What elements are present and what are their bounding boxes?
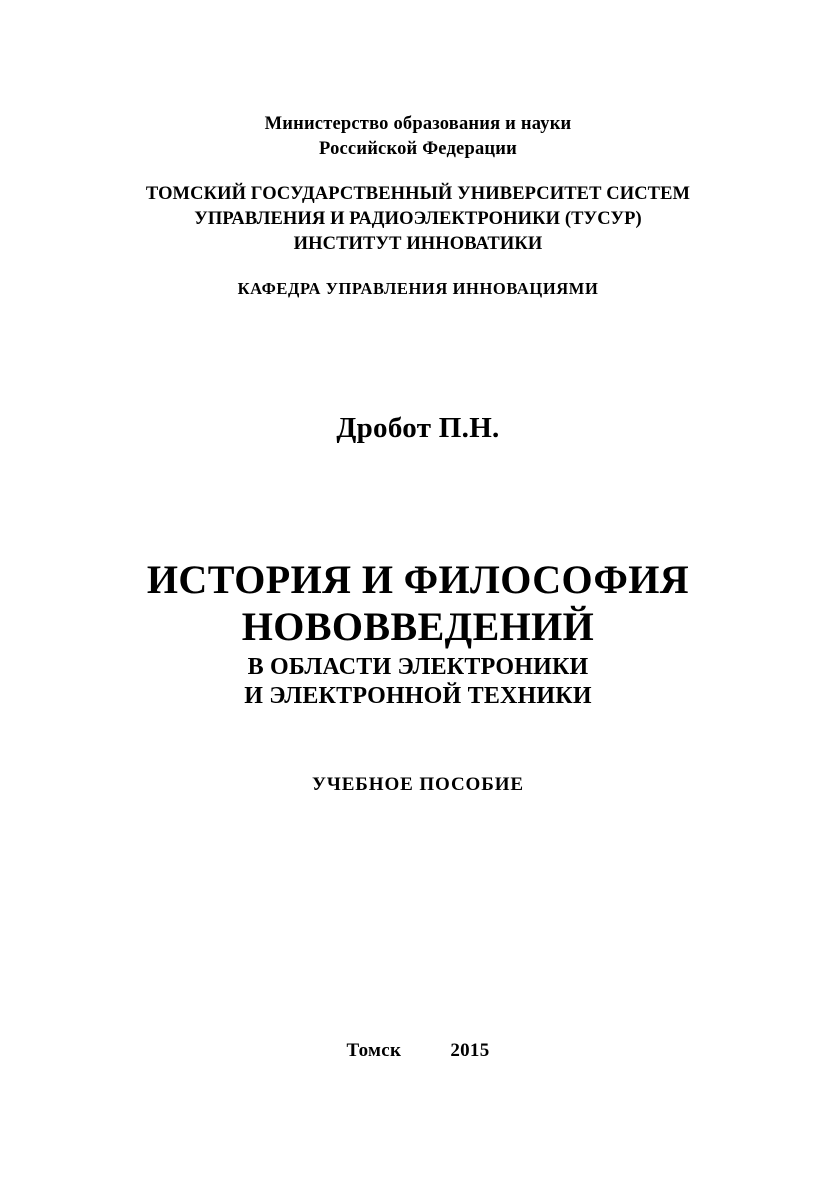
ministry-line-1: Министерство образования и науки bbox=[264, 114, 572, 134]
book-subtitle-line-1: В ОБЛАСТИ ЭЛЕКТРОНИКИ bbox=[247, 654, 589, 680]
imprint-city: Томск bbox=[346, 1040, 402, 1061]
book-title-line-2: НОВОВВЕДЕНИЙ bbox=[241, 604, 595, 649]
book-title-line-1: ИСТОРИЯ И ФИЛОСОФИЯ bbox=[146, 557, 690, 602]
book-subtitle bbox=[0, 653, 836, 711]
book-subtitle-line-2: И ЭЛЕКТРОННОЙ ТЕХНИКИ bbox=[244, 683, 592, 709]
university-line-1: ТОМСКИЙ ГОСУДАРСТВЕННЫЙ УНИВЕРСИТЕТ СИСТЕМ bbox=[145, 184, 691, 204]
university-heading bbox=[0, 182, 836, 257]
university-line-3: ИНСТИТУТ ИННОВАТИКИ bbox=[293, 234, 543, 254]
book-title bbox=[0, 556, 836, 650]
university-line-2: УПРАВЛЕНИЯ И РАДИОЭЛЕКТРОНИКИ (ТУСУР) bbox=[194, 209, 642, 229]
department-heading: КАФЕДРА УПРАВЛЕНИЯ ИННОВАЦИЯМИ bbox=[237, 279, 599, 298]
imprint bbox=[0, 1040, 836, 1062]
ministry-heading bbox=[0, 112, 836, 162]
ministry-line-2: Российской Федерации bbox=[319, 139, 517, 159]
author-name: Дробот П.Н. bbox=[336, 412, 500, 444]
imprint-year: 2015 bbox=[450, 1040, 490, 1061]
publication-kind: УЧЕБНОЕ ПОСОБИЕ bbox=[312, 774, 524, 795]
